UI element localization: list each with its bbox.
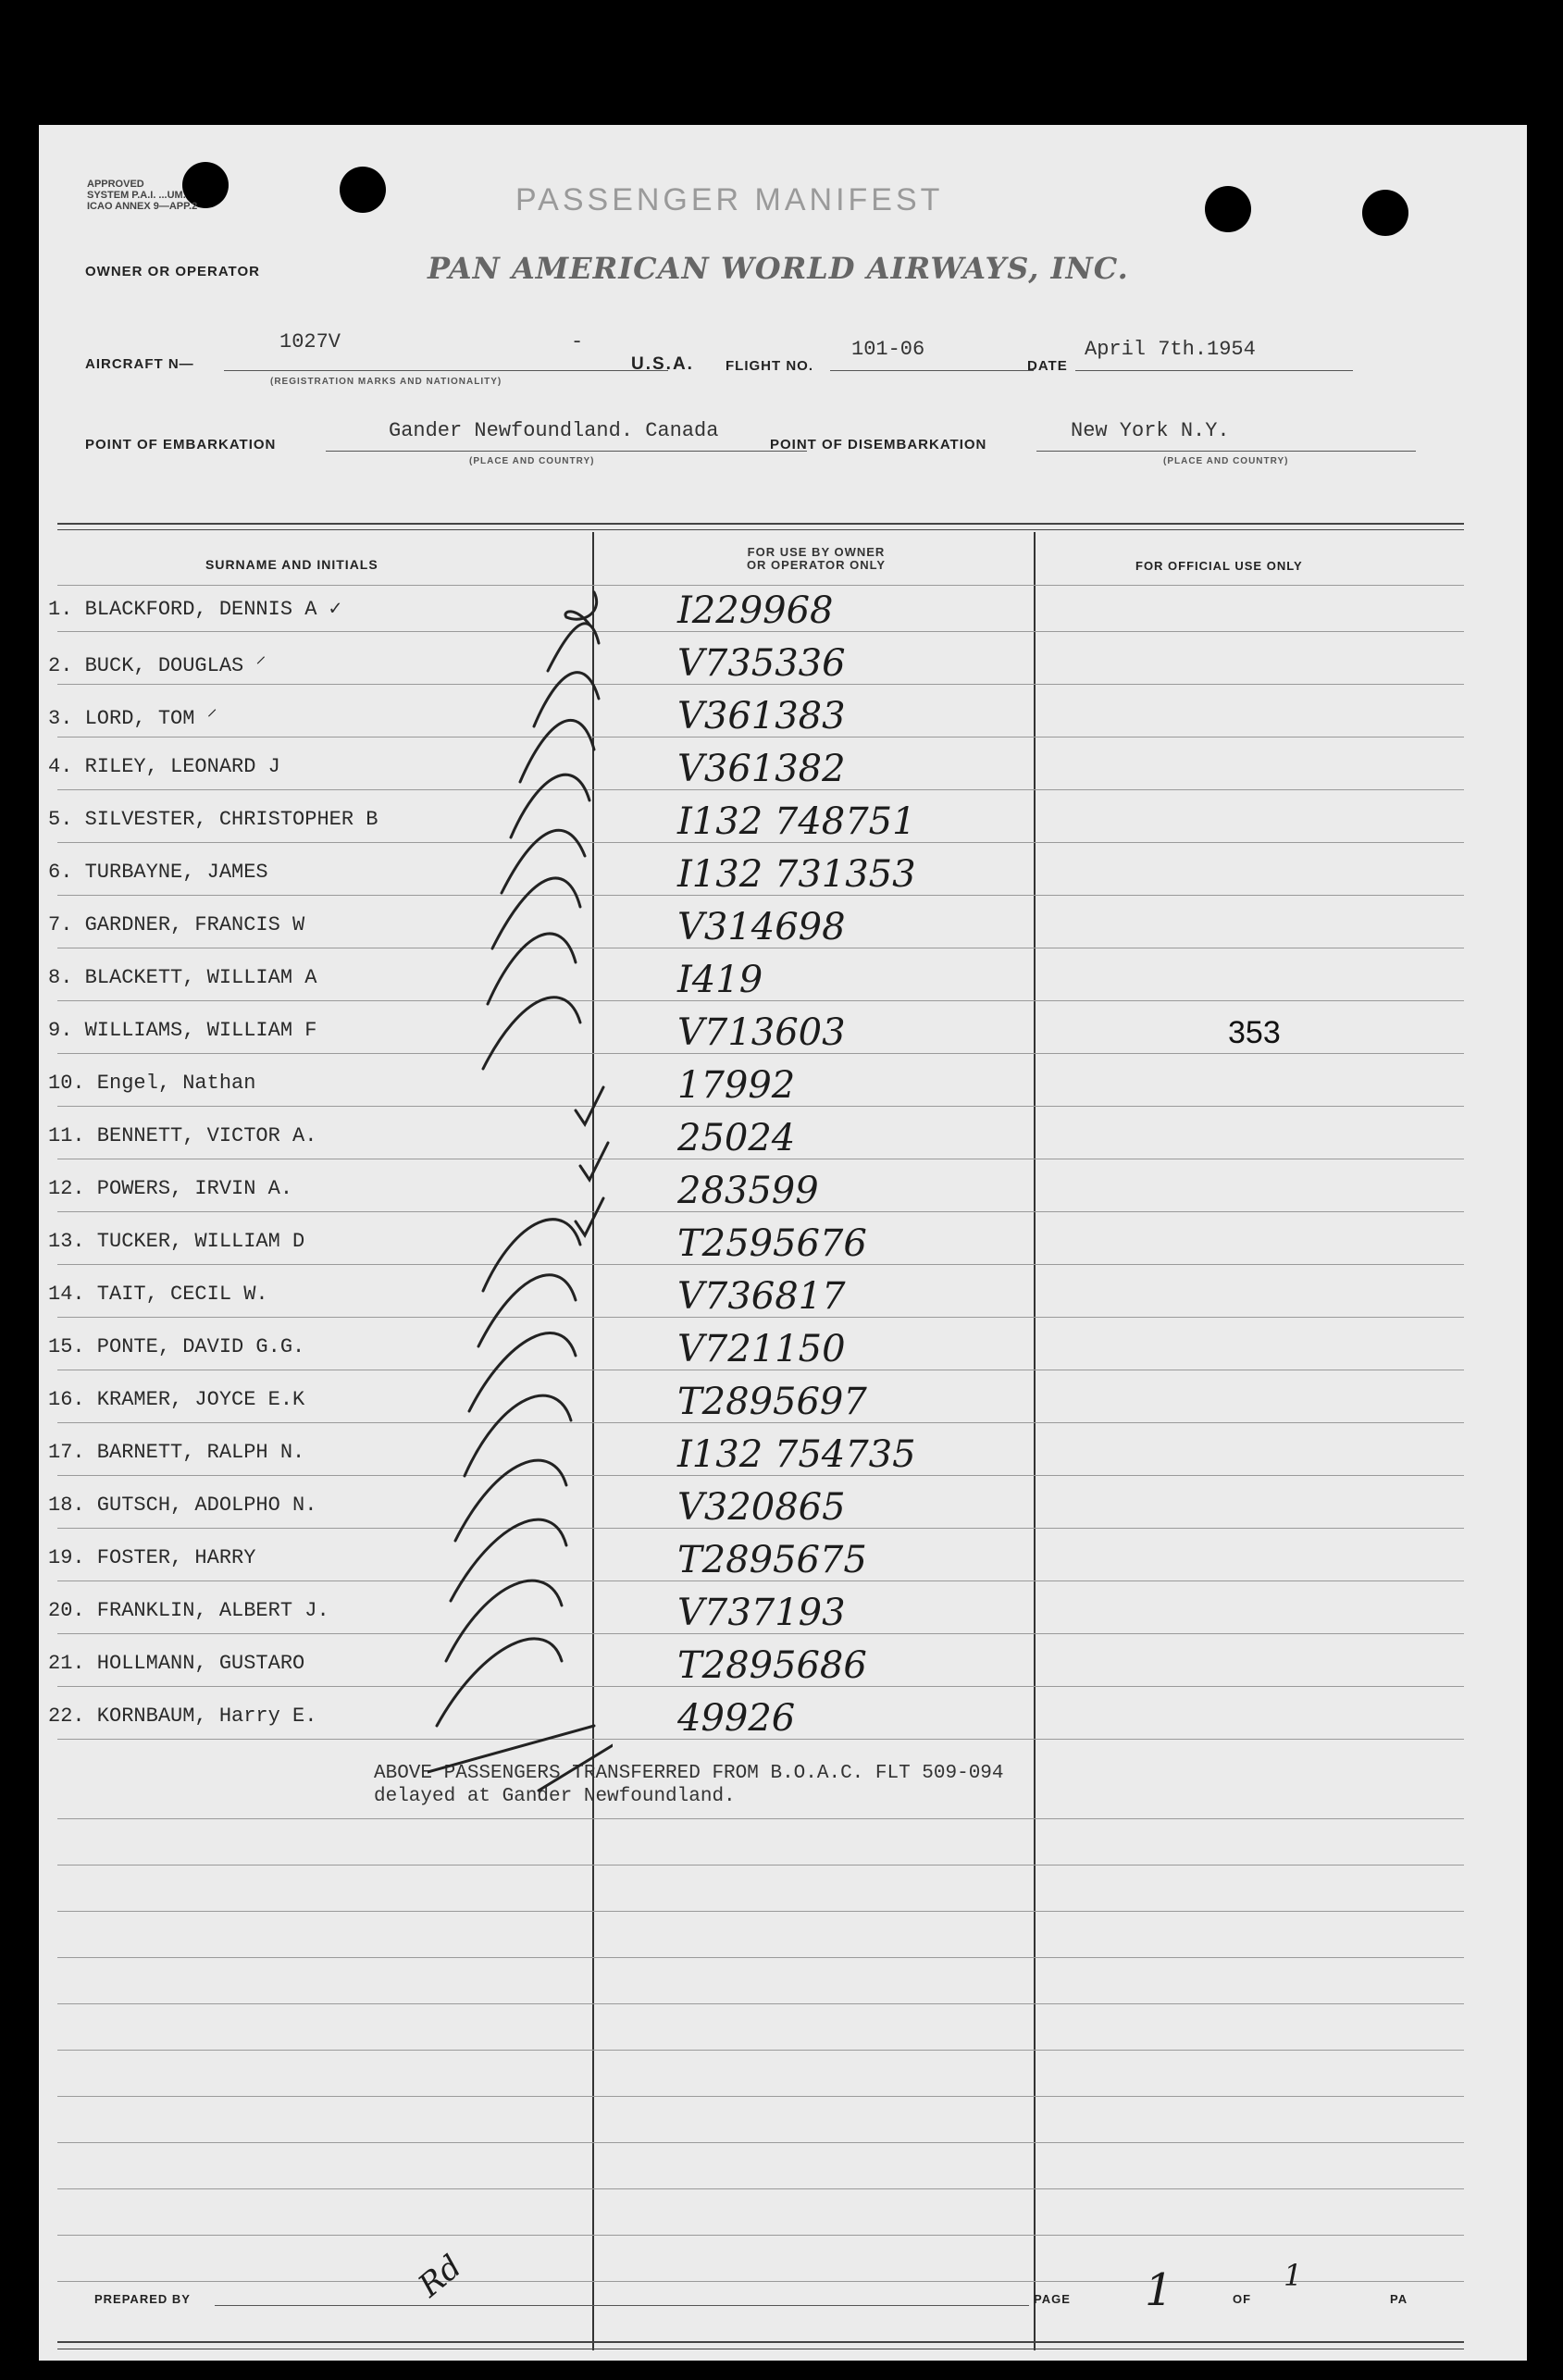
ticket-number: 25024 [677,1117,796,1159]
passenger-name: 22. KORNBAUM, Harry E. [48,1704,317,1728]
disembarkation-place: New York N.Y. [1071,419,1230,442]
ticket-number: 283599 [677,1170,819,1212]
table-row [39,1482,1520,1529]
date-underline [1075,370,1353,371]
aircraft-label: AIRCRAFT N— [85,356,194,372]
row-rule [57,895,1464,896]
passenger-name: 14. TAIT, CECIL W. [48,1283,268,1306]
punch-hole [1362,190,1408,236]
passenger-name: 4. RILEY, LEONARD J [48,755,280,778]
check-mark [548,624,599,671]
passenger-name: 3. LORD, TOM ⸍ [48,707,217,730]
passenger-name: 6. TURBAYNE, JAMES [48,861,268,884]
aircraft-dash: - [571,330,584,353]
passenger-name: 8. BLACKETT, WILLIAM A [48,966,317,989]
date-label: DATE [1027,358,1068,374]
page-suffix: PA [1390,2292,1408,2306]
operator-name: PAN AMERICAN WORLD AIRWAYS, INC. [428,251,1129,286]
row-rule [57,2281,1464,2282]
check-mark [576,1198,603,1235]
row-rule [57,789,1464,790]
row-rule [57,684,1464,685]
row-rule [57,1686,1464,1687]
passenger-name: 9. WILLIAMS, WILLIAM F [48,1019,317,1042]
embarkation-underline [326,451,807,452]
table-row [39,1113,1520,1159]
row-rule [57,1580,1464,1581]
of-label: OF [1233,2292,1252,2306]
embarkation-label: POINT OF EMBARKATION [85,437,277,452]
check-mark [511,775,589,837]
embarkation-place: Gander Newfoundland. Canada [389,419,719,442]
passenger-name: 17. BARNETT, RALPH N. [48,1441,305,1464]
row-rule [57,631,1464,632]
row-rule [57,1000,1464,1001]
page-total: 1 [1284,2258,1303,2293]
ticket-number: T2895675 [677,1539,867,1581]
check-mark [437,1639,562,1726]
table-row [39,1060,1520,1107]
table-row [39,1641,1520,1687]
registration-caption: (REGISTRATION MARKS AND NATIONALITY) [270,377,502,387]
ticket-number: T2595676 [677,1222,867,1265]
table-row [39,1324,1520,1370]
table-row [39,1377,1520,1423]
row-rule [57,1053,1464,1054]
transfer-note-2: delayed at Gander Newfoundland. [374,1786,736,1807]
check-mark [539,1689,613,1791]
check-mark [520,720,594,782]
row-rule [57,1739,1464,1740]
ticket-number: I132 748751 [677,800,916,843]
owner-label: OWNER OR OPERATOR [85,264,260,279]
passenger-name: 10. Engel, Nathan [48,1072,256,1095]
passenger-name: 13. TUCKER, WILLIAM D [48,1230,305,1253]
table-row [39,1588,1520,1634]
ticket-number: T2895697 [677,1381,867,1423]
check-mark [576,1087,603,1124]
table-row [39,1693,1520,1740]
passenger-name: 15. PONTE, DAVID G.G. [48,1335,305,1358]
check-mark [483,998,580,1069]
ticket-number: V737193 [677,1592,846,1634]
ticket-number: T2895686 [677,1644,867,1687]
row-rule [57,2235,1464,2236]
prepared-by-label: PREPARED BY [94,2292,191,2306]
check-mark [465,1395,571,1476]
check-mark [428,1726,594,1772]
table-row [39,1430,1520,1476]
country: U.S.A. [631,354,694,374]
ticket-number: 49926 [677,1697,796,1740]
passenger-name: 21. HOLLMANN, GUSTARO [48,1652,305,1675]
disembarkation-underline [1036,451,1416,452]
place-caption: (PLACE AND COUNTRY) [469,456,595,466]
ticket-number: V736817 [677,1275,846,1318]
passenger-name: 7. GARDNER, FRANCIS W [48,913,305,936]
check-mark [488,934,576,1004]
row-rule [57,2003,1464,2004]
ticket-number: V361382 [677,748,846,790]
check-mark [502,830,585,893]
punch-hole [1205,186,1251,232]
row-rule [57,2096,1464,2097]
approval-note: APPROVED SYSTEM P.A.I. ...UM. ICAO ANNEX 9—APP.2 [87,179,198,212]
ticket-number: V721150 [677,1328,846,1370]
table-row [39,1271,1520,1318]
row-rule [57,2050,1464,2051]
row-rule [57,1818,1464,1819]
check-mark [580,1143,608,1180]
check-marks [428,569,613,1883]
punch-hole [340,167,386,213]
page-label: PAGE [1034,2292,1071,2306]
passenger-name: 2. BUCK, DOUGLAS ⸍ [48,654,267,677]
official-entry: 353 [1228,1015,1281,1050]
transfer-note: ABOVE PASSENGERS TRANSFERRED FROM B.O.A.C. FLT 509-094 [374,1763,1004,1784]
aircraft-underline [224,370,668,371]
row-rule [57,1422,1464,1423]
row-rule [57,2188,1464,2189]
table-row [39,1008,1520,1054]
row-rule [57,1911,1464,1912]
row-rule [57,1957,1464,1958]
place-caption-2: (PLACE AND COUNTRY) [1163,456,1289,466]
passenger-name: 11. BENNETT, VICTOR A. [48,1124,317,1147]
passenger-name: 18. GUTSCH, ADOLPHO N. [48,1494,317,1517]
flight-date: April 7th.1954 [1085,338,1256,361]
disembarkation-label: POINT OF DISEMBARKATION [770,437,987,452]
row-rule [57,1633,1464,1634]
prepared-initials: Rd [411,2248,469,2305]
ticket-number: I419 [677,959,763,1001]
row-rule [57,1264,1464,1265]
table-row [39,586,1520,632]
table-row [39,1535,1520,1581]
table-top-rule-2 [57,529,1464,530]
header-surname: SURNAME AND INITIALS [205,557,378,572]
header-official: FOR OFFICIAL USE ONLY [1135,559,1303,573]
header-operator: FOR USE BY OWNER OR OPERATOR ONLY [746,545,887,572]
passenger-name: 1. BLACKFORD, DENNIS A ✓ [48,598,341,621]
table-row [39,902,1520,948]
ticket-number: V713603 [677,1011,846,1054]
table-bottom-rule [57,2341,1464,2343]
flight-underline [830,370,1034,371]
flight-number: 101-06 [851,338,925,361]
table-row [39,744,1520,790]
ticket-number: V735336 [677,642,846,685]
ticket-number: V314698 [677,906,846,948]
table-row [39,1166,1520,1212]
prepared-underline [215,2305,1029,2306]
passenger-name: 19. FOSTER, HARRY [48,1546,256,1569]
row-rule [57,842,1464,843]
manifest-sheet [39,125,1527,2361]
table-row [39,849,1520,896]
passenger-name: 16. KRAMER, JOYCE E.K [48,1388,305,1411]
table-row [39,955,1520,1001]
ticket-number: V320865 [677,1486,846,1529]
row-rule [57,1475,1464,1476]
row-rule [57,1317,1464,1318]
ticket-number: I132 731353 [677,853,916,896]
passenger-name: 20. FRANKLIN, ALBERT J. [48,1599,329,1622]
passenger-name: 12. POWERS, IRVIN A. [48,1177,293,1200]
table-row [39,638,1520,685]
row-rule [57,1865,1464,1866]
row-rule [57,1528,1464,1529]
check-mark [534,673,599,726]
page-title: PASSENGER MANIFEST [515,182,944,217]
ticket-number: I229968 [677,589,834,632]
check-mark [565,592,597,625]
page-number: 1 [1145,2264,1173,2316]
table-top-rule [57,523,1464,525]
check-mark [469,1333,576,1411]
table-row [39,797,1520,843]
table-row [39,1219,1520,1265]
ticket-number: I132 754735 [677,1433,916,1476]
aircraft-registration: 1027V [279,330,341,353]
flight-label: FLIGHT NO. [726,358,813,374]
row-rule [57,2142,1464,2143]
row-rule [57,737,1464,738]
row-rule [57,1106,1464,1107]
ticket-number: V361383 [677,695,846,738]
passenger-name: 5. SILVESTER, CHRISTOPHER B [48,808,378,831]
row-rule [57,1211,1464,1212]
table-row [39,691,1520,738]
ticket-number: 17992 [677,1064,796,1107]
